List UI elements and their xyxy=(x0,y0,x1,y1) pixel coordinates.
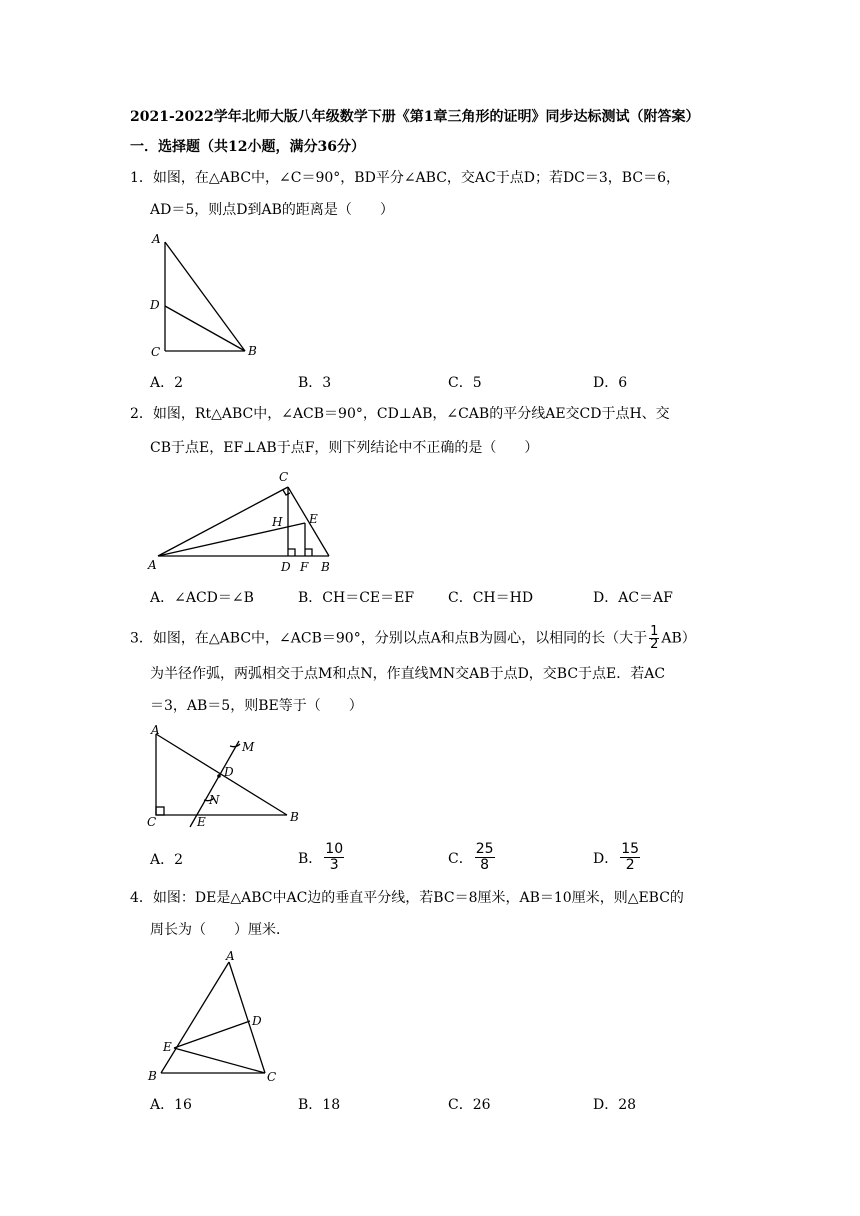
q1-option-d: D．6 xyxy=(593,375,628,391)
q2-option-b: B．CH＝CE＝EF xyxy=(298,590,415,606)
q2-option-c: C．CH＝HD xyxy=(448,590,534,606)
q3-line-2: 为半径作弧，两弧相交于点M和点N，作直线MN交AB于点D，交BC于点E．若AC xyxy=(150,666,666,682)
q2-label-e: E xyxy=(309,512,318,526)
q4-label-c: C xyxy=(267,1070,277,1084)
q3-option-d-label: D． xyxy=(593,850,619,867)
q3-option-b-num: 10 xyxy=(325,841,344,857)
q3-label-e: E xyxy=(197,815,206,829)
q3-option-c-label: C． xyxy=(448,850,473,867)
q4-label-b: B xyxy=(148,1069,157,1083)
q1-option-b: B．3 xyxy=(298,375,332,391)
q2-label-c: C xyxy=(279,470,289,484)
q3-point-d xyxy=(217,774,221,778)
q4-option-a: A．16 xyxy=(150,1097,192,1113)
q4-option-d: D．28 xyxy=(593,1097,637,1113)
q3-option-d-num: 15 xyxy=(621,841,640,857)
q3-label-c: C xyxy=(147,815,157,829)
q4-label-d: D xyxy=(252,1014,262,1028)
q2-line-2: CB于点E，EF⊥AB于点F，则下列结论中不正确的是（ ） xyxy=(150,440,539,456)
q2-label-f: F xyxy=(300,560,309,574)
q3-option-d-den: 2 xyxy=(625,857,635,873)
q2-figure xyxy=(140,463,350,578)
q3-option-b-fraction xyxy=(324,842,344,873)
q3-option-a: A．2 xyxy=(150,852,184,868)
q2-label-h: H xyxy=(272,515,283,529)
q3-half-fraction xyxy=(649,626,659,651)
q3-half-denominator: 2 xyxy=(650,637,659,652)
q3-option-c xyxy=(448,842,497,873)
q4-label-e: E xyxy=(163,1040,172,1054)
q3-line-1-text: 3．如图，在△ABC中，∠ACB＝90°，分别以点A和点B为圆心，以相同的长（大于 xyxy=(130,630,648,647)
q2-line-1: 2．如图，Rt△ABC中，∠ACB＝90°，CD⊥AB，∠CAB的平分线AE交CD于点H、交 xyxy=(130,406,670,422)
q2-option-d: D．AC＝AF xyxy=(593,590,673,606)
q3-line-3: ＝3，AB＝5，则BE等于（ ） xyxy=(150,698,363,714)
q2-label-a: A xyxy=(148,558,157,572)
q4-option-c: C．26 xyxy=(448,1097,491,1113)
section-heading: 一．选择题（共12小题，满分36分） xyxy=(130,139,365,155)
q1-line-2: AD＝5，则点D到AB的距离是（ ） xyxy=(150,202,394,218)
q1-label-c: C xyxy=(151,345,161,359)
q3-option-c-num: 25 xyxy=(475,841,494,857)
q4-figure xyxy=(140,945,290,1090)
q3-option-d xyxy=(593,842,642,873)
q1-figure xyxy=(140,225,270,365)
document-title: 2021-2022学年北师大版八年级数学下册《第1章三角形的证明》同步达标测试（附答案） xyxy=(130,109,700,125)
q4-option-b: B．18 xyxy=(298,1097,341,1113)
q3-figure xyxy=(140,720,310,835)
q4-line-2: 周长为（ ）厘米． xyxy=(150,922,290,938)
q4-line-1: 4．如图：DE是△ABC中AC边的垂直平分线，若BC＝8厘米，AB＝10厘米，则△EBC的 xyxy=(130,890,684,906)
q1-label-d: D xyxy=(150,298,160,312)
q1-label-a: A xyxy=(152,232,161,246)
q1-line-1: 1．如图，在△ABC中，∠C＝90°，BD平分∠ABC，交AC于点D；若DC＝3，BC＝6， xyxy=(130,170,680,186)
q2-option-a: A．∠ACD＝∠B xyxy=(150,590,254,606)
q4-label-a: A xyxy=(226,949,235,963)
q3-half-numerator: 1 xyxy=(650,624,659,639)
q3-label-b: B xyxy=(290,810,299,824)
q1-option-c: C．5 xyxy=(448,375,482,391)
q3-option-b-label: B． xyxy=(298,850,323,867)
q3-line-1-tail: AB） xyxy=(661,630,696,647)
q3-label-n: N xyxy=(209,793,220,807)
q1-option-a: A．2 xyxy=(150,375,184,391)
q3-label-m: M xyxy=(242,740,255,754)
q3-line-1 xyxy=(130,626,696,651)
q3-label-a: A xyxy=(151,723,160,737)
q3-option-b xyxy=(298,842,346,873)
q1-label-b: B xyxy=(248,344,257,358)
q3-option-c-den: 8 xyxy=(480,857,490,873)
q2-label-d: D xyxy=(281,560,291,574)
q3-option-d-fraction xyxy=(620,842,640,873)
q2-label-b: B xyxy=(321,560,330,574)
q3-label-d: D xyxy=(224,765,234,779)
q3-option-c-fraction xyxy=(475,842,495,873)
q3-option-b-den: 3 xyxy=(329,857,339,873)
